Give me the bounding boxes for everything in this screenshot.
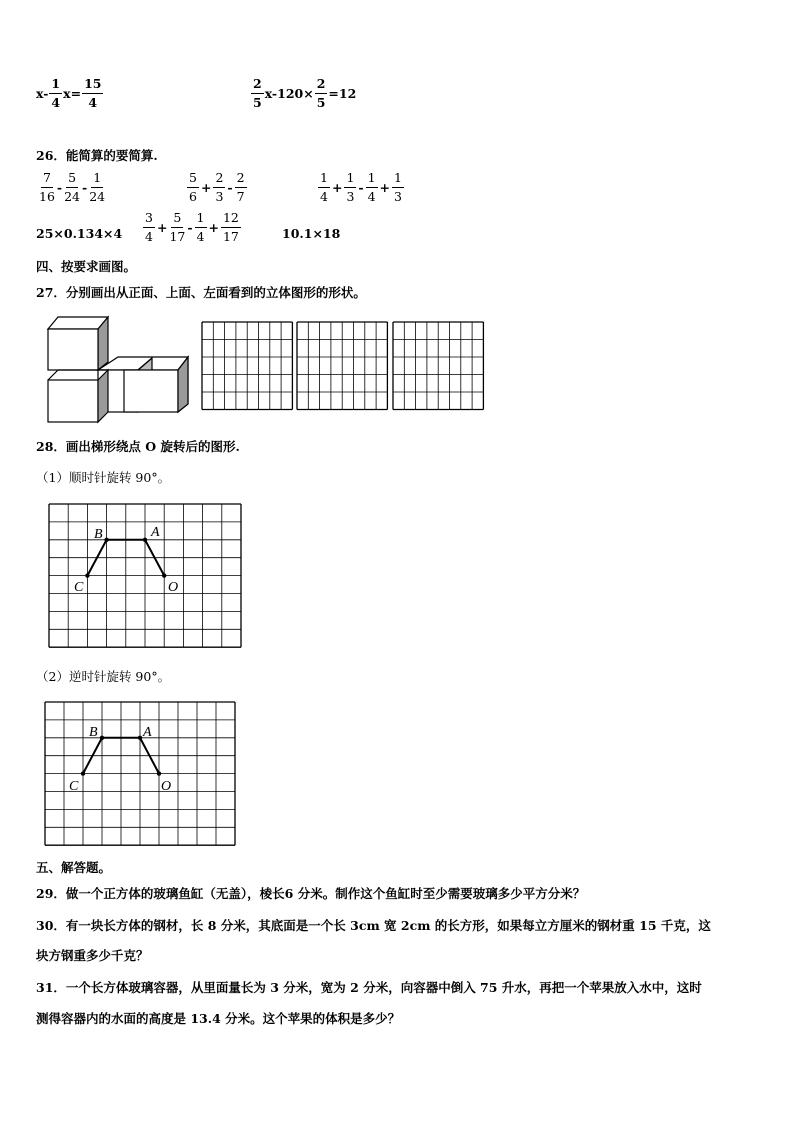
- denominator: 4: [196, 228, 205, 244]
- numerator: 1: [195, 212, 207, 228]
- q26-expr-1: [38, 172, 106, 203]
- denominator: 4: [88, 94, 98, 110]
- grid-lines: [393, 322, 483, 410]
- fraction: [82, 78, 103, 109]
- grid-left-view: [393, 322, 485, 410]
- point-o: [157, 771, 161, 775]
- numerator: 5: [66, 172, 78, 188]
- label-b: B: [89, 725, 98, 740]
- fraction: [235, 172, 247, 203]
- q26-expr-2: [186, 172, 248, 203]
- q26-expr-3: [317, 172, 405, 203]
- fraction: [39, 172, 55, 203]
- label-a: A: [151, 525, 160, 540]
- operator: -: [187, 220, 193, 235]
- equation-1: [36, 78, 104, 109]
- denominator: 4: [320, 188, 328, 204]
- denominator: 3: [346, 188, 355, 204]
- fraction: [143, 212, 155, 243]
- fraction: [344, 172, 356, 203]
- denominator: 17: [169, 228, 186, 244]
- q26-expr-5: [142, 212, 242, 243]
- operator: -: [56, 180, 63, 195]
- q26-expr-6: 10.1×18: [282, 226, 341, 241]
- denominator: 5: [253, 94, 262, 110]
- operator: +: [156, 220, 168, 235]
- numerator: 3: [143, 212, 155, 228]
- operator: -: [358, 180, 364, 195]
- q27-title: 27．分别画出从正面、上面、左面看到的立体图形的形状。: [36, 285, 366, 300]
- denominator: 24: [89, 188, 106, 204]
- grid-lines: [202, 322, 292, 410]
- section-4-heading: 四、按要求画图。: [36, 259, 137, 274]
- eq2-tail: =12: [328, 86, 357, 101]
- q31-line2: 测得容器内的水面的高度是 13.4 分米。这个苹果的体积是多少？: [36, 1011, 401, 1026]
- grid-front-view: [202, 322, 294, 410]
- point-a: [143, 538, 147, 542]
- q26-title: 26．能简算的要简算.: [36, 148, 158, 163]
- denominator: 6: [189, 188, 197, 204]
- numerator: 5: [187, 172, 199, 188]
- denominator: 17: [222, 228, 239, 244]
- fraction: [187, 172, 199, 203]
- operator: -: [82, 180, 88, 195]
- operator: +: [200, 180, 212, 195]
- fraction: [366, 172, 378, 203]
- numerator: 2: [315, 78, 328, 94]
- numerator: 2: [213, 172, 225, 188]
- denominator: 3: [215, 188, 224, 204]
- eq1-mid: x=: [63, 86, 82, 101]
- q29-text: 29．做一个正方体的玻璃鱼缸（无盖），棱长6 分米。制作这个鱼缸时至少需要玻璃多少平方分米？: [36, 886, 586, 901]
- numerator: 1: [366, 172, 378, 188]
- denominator: 4: [145, 228, 153, 244]
- operator: -: [227, 180, 233, 195]
- eq2-mid: x-120×: [264, 86, 314, 101]
- numerator: 7: [41, 172, 53, 188]
- operator: +: [379, 180, 391, 195]
- fraction: [195, 212, 207, 243]
- denominator: 24: [64, 188, 81, 204]
- denominator: 3: [394, 188, 402, 204]
- fraction: [315, 78, 328, 109]
- denominator: 4: [51, 94, 61, 110]
- numerator: 1: [344, 172, 356, 188]
- q28-part2: （2）逆时针旋转 90°。: [36, 669, 171, 684]
- numerator: 12: [221, 212, 241, 228]
- denominator: 4: [367, 188, 376, 204]
- numerator: 1: [318, 172, 330, 188]
- numerator: 1: [49, 78, 62, 94]
- grid-lines: [297, 322, 387, 410]
- fraction: [221, 212, 241, 243]
- label-c: C: [74, 580, 84, 595]
- fraction: [213, 172, 225, 203]
- point-c: [85, 573, 89, 577]
- numerator: 1: [392, 172, 404, 188]
- label-c: C: [69, 779, 79, 794]
- fraction: [251, 78, 264, 109]
- q28-part1: （1）顺时针旋转 90°。: [36, 470, 171, 485]
- fraction: [392, 172, 404, 203]
- rotation-grid-1: [49, 504, 243, 648]
- numerator: 5: [171, 212, 183, 228]
- operator: +: [331, 180, 343, 195]
- denominator: 5: [316, 94, 326, 110]
- section-5-heading: 五、解答题。: [36, 860, 112, 875]
- fraction: [169, 212, 185, 243]
- grid-top-view: [297, 322, 389, 410]
- fraction: [318, 172, 330, 203]
- equation-2: [250, 78, 356, 109]
- rotation-grid-2: [45, 702, 237, 846]
- q26-expr-4: 25×0.134×4: [36, 226, 123, 241]
- label-a: A: [143, 725, 152, 740]
- label-o: O: [168, 580, 179, 595]
- eq1-lead: x-: [36, 86, 49, 101]
- point-o: [162, 573, 166, 577]
- label-o: O: [161, 779, 172, 794]
- fraction: [64, 172, 80, 203]
- point-b: [104, 538, 108, 542]
- numerator: 1: [91, 172, 103, 188]
- operator: +: [208, 220, 219, 235]
- q30-line1: 30．有一块长方体的钢材，长 8 分米，其底面是一个长 3cm 宽 2cm 的长方形，如果每立方厘米的钢材重 15 千克，这: [36, 918, 711, 933]
- grid-lines: [49, 504, 241, 647]
- grid-lines: [45, 702, 235, 845]
- fraction: [49, 78, 62, 109]
- q30-line2: 块方钢重多少千克？: [36, 948, 149, 963]
- q31-line1: 31．一个长方体玻璃容器，从里面量长为 3 分米，宽为 2 分米，向容器中倒入 75 升水，再把一个苹果放入水中，这时: [36, 980, 702, 995]
- denominator: 16: [39, 188, 55, 204]
- q28-title: 28．画出梯形绕点 O 旋转后的图形.: [36, 439, 240, 454]
- point-b: [100, 736, 104, 740]
- numerator: 2: [251, 78, 264, 94]
- numerator: 2: [235, 172, 247, 188]
- denominator: 7: [236, 188, 245, 204]
- cube-solid-figure: [40, 312, 200, 422]
- fraction: [89, 172, 105, 203]
- point-c: [81, 771, 85, 775]
- label-b: B: [94, 527, 103, 542]
- numerator: 15: [82, 78, 103, 94]
- point-a: [138, 736, 142, 740]
